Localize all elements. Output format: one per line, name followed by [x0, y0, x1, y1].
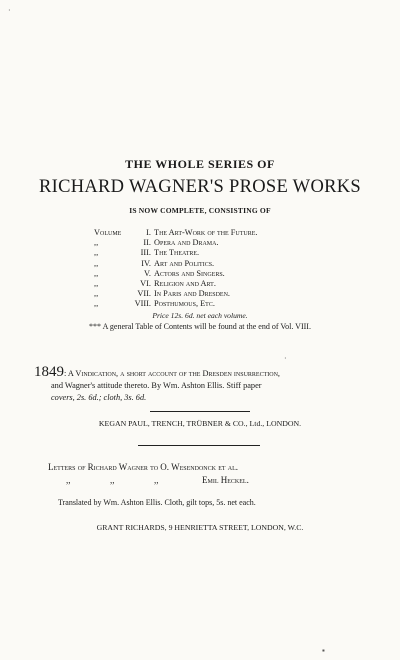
vindication-entry — [34, 366, 354, 405]
vindication-text-1: : A Vindication, a short account of the Dresden insurrection, — [64, 369, 281, 378]
divider-rule — [138, 445, 260, 446]
publisher-imprint: KEGAN PAUL, TRENCH, TRÜBNER & CO., Ltd., LONDON. — [98, 419, 302, 428]
volume-number: VII. — [137, 289, 151, 299]
scan-speck: · — [284, 354, 287, 363]
volume-title: The Art-Work of the Future. — [154, 228, 258, 237]
vindication-line-2: and Wagner's attitude thereto. By Wm. Ashton Ellis. Stiff paper — [51, 381, 262, 391]
price-line: Price 12s. 6d. net each volume. — [152, 311, 248, 320]
vindication-line-1 — [34, 366, 354, 380]
volume-prefix: ,, — [94, 299, 99, 309]
volume-title: In Paris and Dresden. — [154, 289, 231, 299]
letters-title: Letters of Richard Wagner to O. Wesendonck et al. — [48, 462, 239, 472]
volume-prefix: ,, — [94, 248, 99, 258]
volume-number: I. — [146, 228, 151, 237]
vindication-year: 1849 — [34, 364, 64, 380]
volume-number: III. — [140, 248, 151, 258]
publisher-imprint-2: GRANT RICHARDS, 9 HENRIETTA STREET, LONDON, W.C. — [96, 523, 304, 532]
volume-title: Actors and Singers. — [154, 268, 225, 278]
ditto-mark: ,, — [110, 475, 115, 485]
volume-title: Opera and Drama. — [154, 238, 219, 248]
letters-title-2: Emil Heckel. — [202, 475, 249, 485]
volume-number: V. — [144, 268, 151, 278]
scan-speck: ▪ — [322, 646, 325, 655]
series-title: RICHARD WAGNER'S PROSE WORKS — [38, 177, 361, 197]
vindication-line-3: covers, 2s. 6d.; cloth, 3s. 6d. — [51, 393, 147, 403]
volume-number: II. — [143, 238, 151, 248]
contents-note: *** A general Table of Contents will be found at the end of Vol. VIII. — [89, 322, 311, 331]
volume-number: VI. — [140, 278, 151, 288]
series-heading: THE WHOLE SERIES OF — [125, 157, 275, 171]
volume-number: VIII. — [134, 299, 151, 309]
volume-prefix: ,, — [94, 238, 99, 248]
volume-title: Art and Politics. — [154, 258, 215, 268]
volume-prefix: ,, — [94, 268, 99, 278]
volume-prefix: ,, — [94, 289, 99, 299]
volume-number: IV. — [141, 258, 151, 268]
divider-rule — [150, 411, 250, 412]
translation-note: Translated by Wm. Ashton Ellis. Cloth, gilt tops, 5s. net each. — [58, 498, 256, 507]
ditto-mark: ,, — [66, 475, 71, 485]
series-subheading: IS NOW COMPLETE, CONSISTING OF — [129, 206, 271, 215]
ditto-mark: ,, — [154, 475, 159, 485]
volume-title: The Theatre. — [154, 248, 200, 258]
volume-title: Posthumous, Etc. — [154, 299, 215, 309]
scan-speck: · — [8, 6, 11, 15]
volume-prefix: ,, — [94, 278, 99, 288]
volume-title: Religion and Art. — [154, 278, 216, 288]
letters-second-line — [66, 475, 249, 485]
volume-prefix: ,, — [94, 258, 99, 268]
volume-prefix: Volume — [94, 228, 122, 237]
